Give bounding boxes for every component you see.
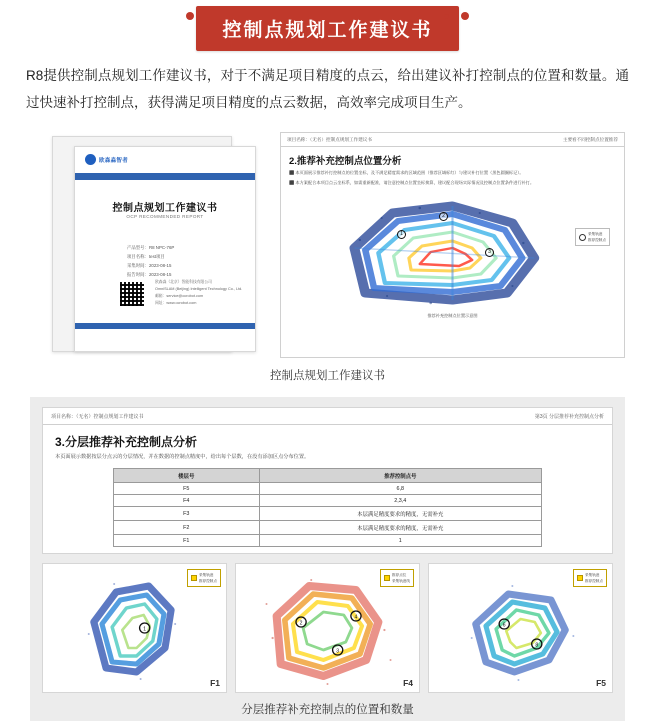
floor-thumbnail-f1 <box>42 563 227 693</box>
analysis-page-header <box>281 133 624 147</box>
header-section <box>0 0 655 56</box>
table-header-row <box>114 469 542 483</box>
layered-analysis-page <box>42 407 613 554</box>
cell-floor: F4 <box>114 495 260 507</box>
cell-floor: F1 <box>114 535 260 547</box>
analysis-paragraph-2: ⬛ 本方案配合本项目点云坐标系，如需重新配准，请注意控制点位置坐标换算，建议配合现场实际情况及控制点位置条件进行补打。 <box>289 179 535 185</box>
meta-line-capture-date: 采集时间：2023-08-15 <box>127 263 172 268</box>
svg-text:1: 1 <box>143 626 147 633</box>
pointcloud-figure <box>289 188 616 324</box>
decorative-dot-left-large <box>186 12 194 20</box>
table-row <box>114 483 542 495</box>
figure-caption-top: 控制点规划工作建议书 <box>270 370 385 382</box>
cell-floor: F5 <box>114 483 260 495</box>
cover-accent-bar-bottom <box>75 323 255 329</box>
recommended-point-marker-1: 1 <box>397 230 406 239</box>
table-row <box>114 507 542 521</box>
decorative-dot-right-small <box>444 14 449 19</box>
floor-f5-legend <box>573 569 607 587</box>
floor-f5-label: F5 <box>596 678 606 688</box>
floor-f5-legend-title: 采集轨迹 <box>585 573 600 577</box>
pointcloud-caption: 推荐补充控制点位置示意图 <box>427 313 478 318</box>
svg-text:8: 8 <box>535 642 539 649</box>
analysis-paragraph-1: ⬛ 本页面展示推荐补打控制点的位置坐标，及不满足精度需求的区域范围（推荐区域标红）与建议补打位置（黑色圆圈标记）。 <box>289 170 524 175</box>
legend-swatch-icon <box>384 575 390 581</box>
panel-figure-caption: 分层推荐补充控制点的位置和数量 <box>241 704 414 716</box>
cell-points: 2,3,4 <box>259 495 541 507</box>
cover-footer <box>155 279 242 307</box>
legend-subtitle: 推荐控制点 <box>588 238 606 242</box>
table-row <box>114 521 542 535</box>
svg-text:6: 6 <box>502 622 506 629</box>
cell-points: 6,8 <box>259 483 541 495</box>
floor-f4-label: F4 <box>403 678 413 688</box>
floor-f1-legend-sub: 推荐控制点 <box>199 579 217 583</box>
column-header-points: 推荐控制点号 <box>259 469 541 483</box>
meta-line-model: 产品型号：R8 NPC-76P <box>127 245 175 250</box>
floor-f5-legend-sub: 推荐控制点 <box>585 579 603 583</box>
floor-f1-legend <box>187 569 221 587</box>
decorative-dot-right-large <box>461 12 469 20</box>
floor-thumbnail-f4 <box>235 563 420 693</box>
meta-line-report-date: 报告时间：2023-08-15 <box>127 272 172 277</box>
recommended-point-marker-3: 3 <box>485 248 494 257</box>
intro-paragraph: R8提供控制点规划工作建议书，对于不满足项目精度的点云，给出建议补打控制点的位置和数量。通过快速补打控制点，获得满足项目精度的点云数据，高效率完成项目生产。 <box>26 68 629 110</box>
panel-section-title: 3.分层推荐补充控制点分析 <box>55 435 198 449</box>
table-row <box>114 535 542 547</box>
report-subtitle: OCP RECOMMENDED REPORT <box>126 214 204 219</box>
floor-f4-legend <box>380 569 414 587</box>
footer-company-cn: 欧森淼（北京）智能科技有限公司 <box>155 280 212 284</box>
floor-f4-legend-sub: 采集轨迹线 <box>392 579 410 583</box>
floor-thumbnail-f5 <box>428 563 613 693</box>
panel-header-left: 项目名称：（无名）控制点规划工作建议书 <box>51 414 144 420</box>
cell-floor: F3 <box>114 507 260 521</box>
svg-text:3: 3 <box>336 648 340 655</box>
table-row <box>114 495 542 507</box>
svg-text:4: 4 <box>354 614 358 621</box>
floor-f1-legend-title: 采集轨迹 <box>199 573 214 577</box>
recommended-point-marker-2: 2 <box>439 212 448 221</box>
panel-header-right: 第3页 分层推荐补充控制点分析 <box>534 414 604 420</box>
qr-code-icon <box>119 281 145 307</box>
legend-title: 采集轨迹 <box>588 232 603 236</box>
floor-thumbnail-row <box>42 563 613 693</box>
analysis-page-card <box>280 132 625 358</box>
analysis-header-left: 项目名称：（无名）控制点规划工作建议书 <box>287 137 372 142</box>
pointcloud-legend <box>575 228 610 246</box>
footer-website: 网址：www.ocrobot.com <box>155 301 197 305</box>
cell-points: 1 <box>259 535 541 547</box>
analysis-header-right: 主要看不同控制点位置推荐 <box>562 137 618 142</box>
panel-paragraph: 本页面展示数据按层分点云的分层情况，并在数据的控制点精度中，给出每个层数，在没有添加区点分布位置。 <box>55 454 310 460</box>
layered-analysis-panel <box>30 397 625 721</box>
analysis-section-title: 2.推荐补充控制点位置分析 <box>289 156 402 167</box>
footer-email: 邮箱：service@ocrobot.com <box>155 294 204 298</box>
legend-ring-icon <box>579 234 586 241</box>
legend-swatch-icon <box>577 575 583 581</box>
panel-page-header <box>43 408 612 425</box>
footer-company-en: OmniSLAM (Beijing) Intelligent Technology Co., Ltd. <box>155 287 243 291</box>
report-cover-stack <box>30 132 270 358</box>
floor-f1-label: F1 <box>210 678 220 688</box>
svg-text:2: 2 <box>299 620 303 627</box>
floor-f4-legend-title: 推荐点位 <box>392 573 407 577</box>
report-cover-front-sheet <box>74 146 256 352</box>
brand-lockup <box>85 154 128 165</box>
column-header-floor: 楼层号 <box>114 469 260 483</box>
cell-points: 本层满足精度要求的精度，无需补充 <box>259 521 541 535</box>
figure-row-top <box>30 132 625 358</box>
cover-accent-bar-top <box>75 173 255 180</box>
banner-title: 控制点规划工作建议书 <box>196 6 458 51</box>
cell-points: 本层满足精度要求的精度，无需补充 <box>259 507 541 521</box>
legend-swatch-icon <box>191 575 197 581</box>
meta-line-project: 项目名称：test项目 <box>127 254 165 259</box>
recommended-points-table <box>113 468 542 547</box>
brand-name: 欧森淼智者 <box>99 157 129 164</box>
company-logo-icon <box>85 154 96 165</box>
pointcloud-svg <box>289 188 616 318</box>
report-meta <box>127 243 174 279</box>
cell-floor: F2 <box>114 521 260 535</box>
report-title: 控制点规划工作建议书 <box>112 203 218 214</box>
